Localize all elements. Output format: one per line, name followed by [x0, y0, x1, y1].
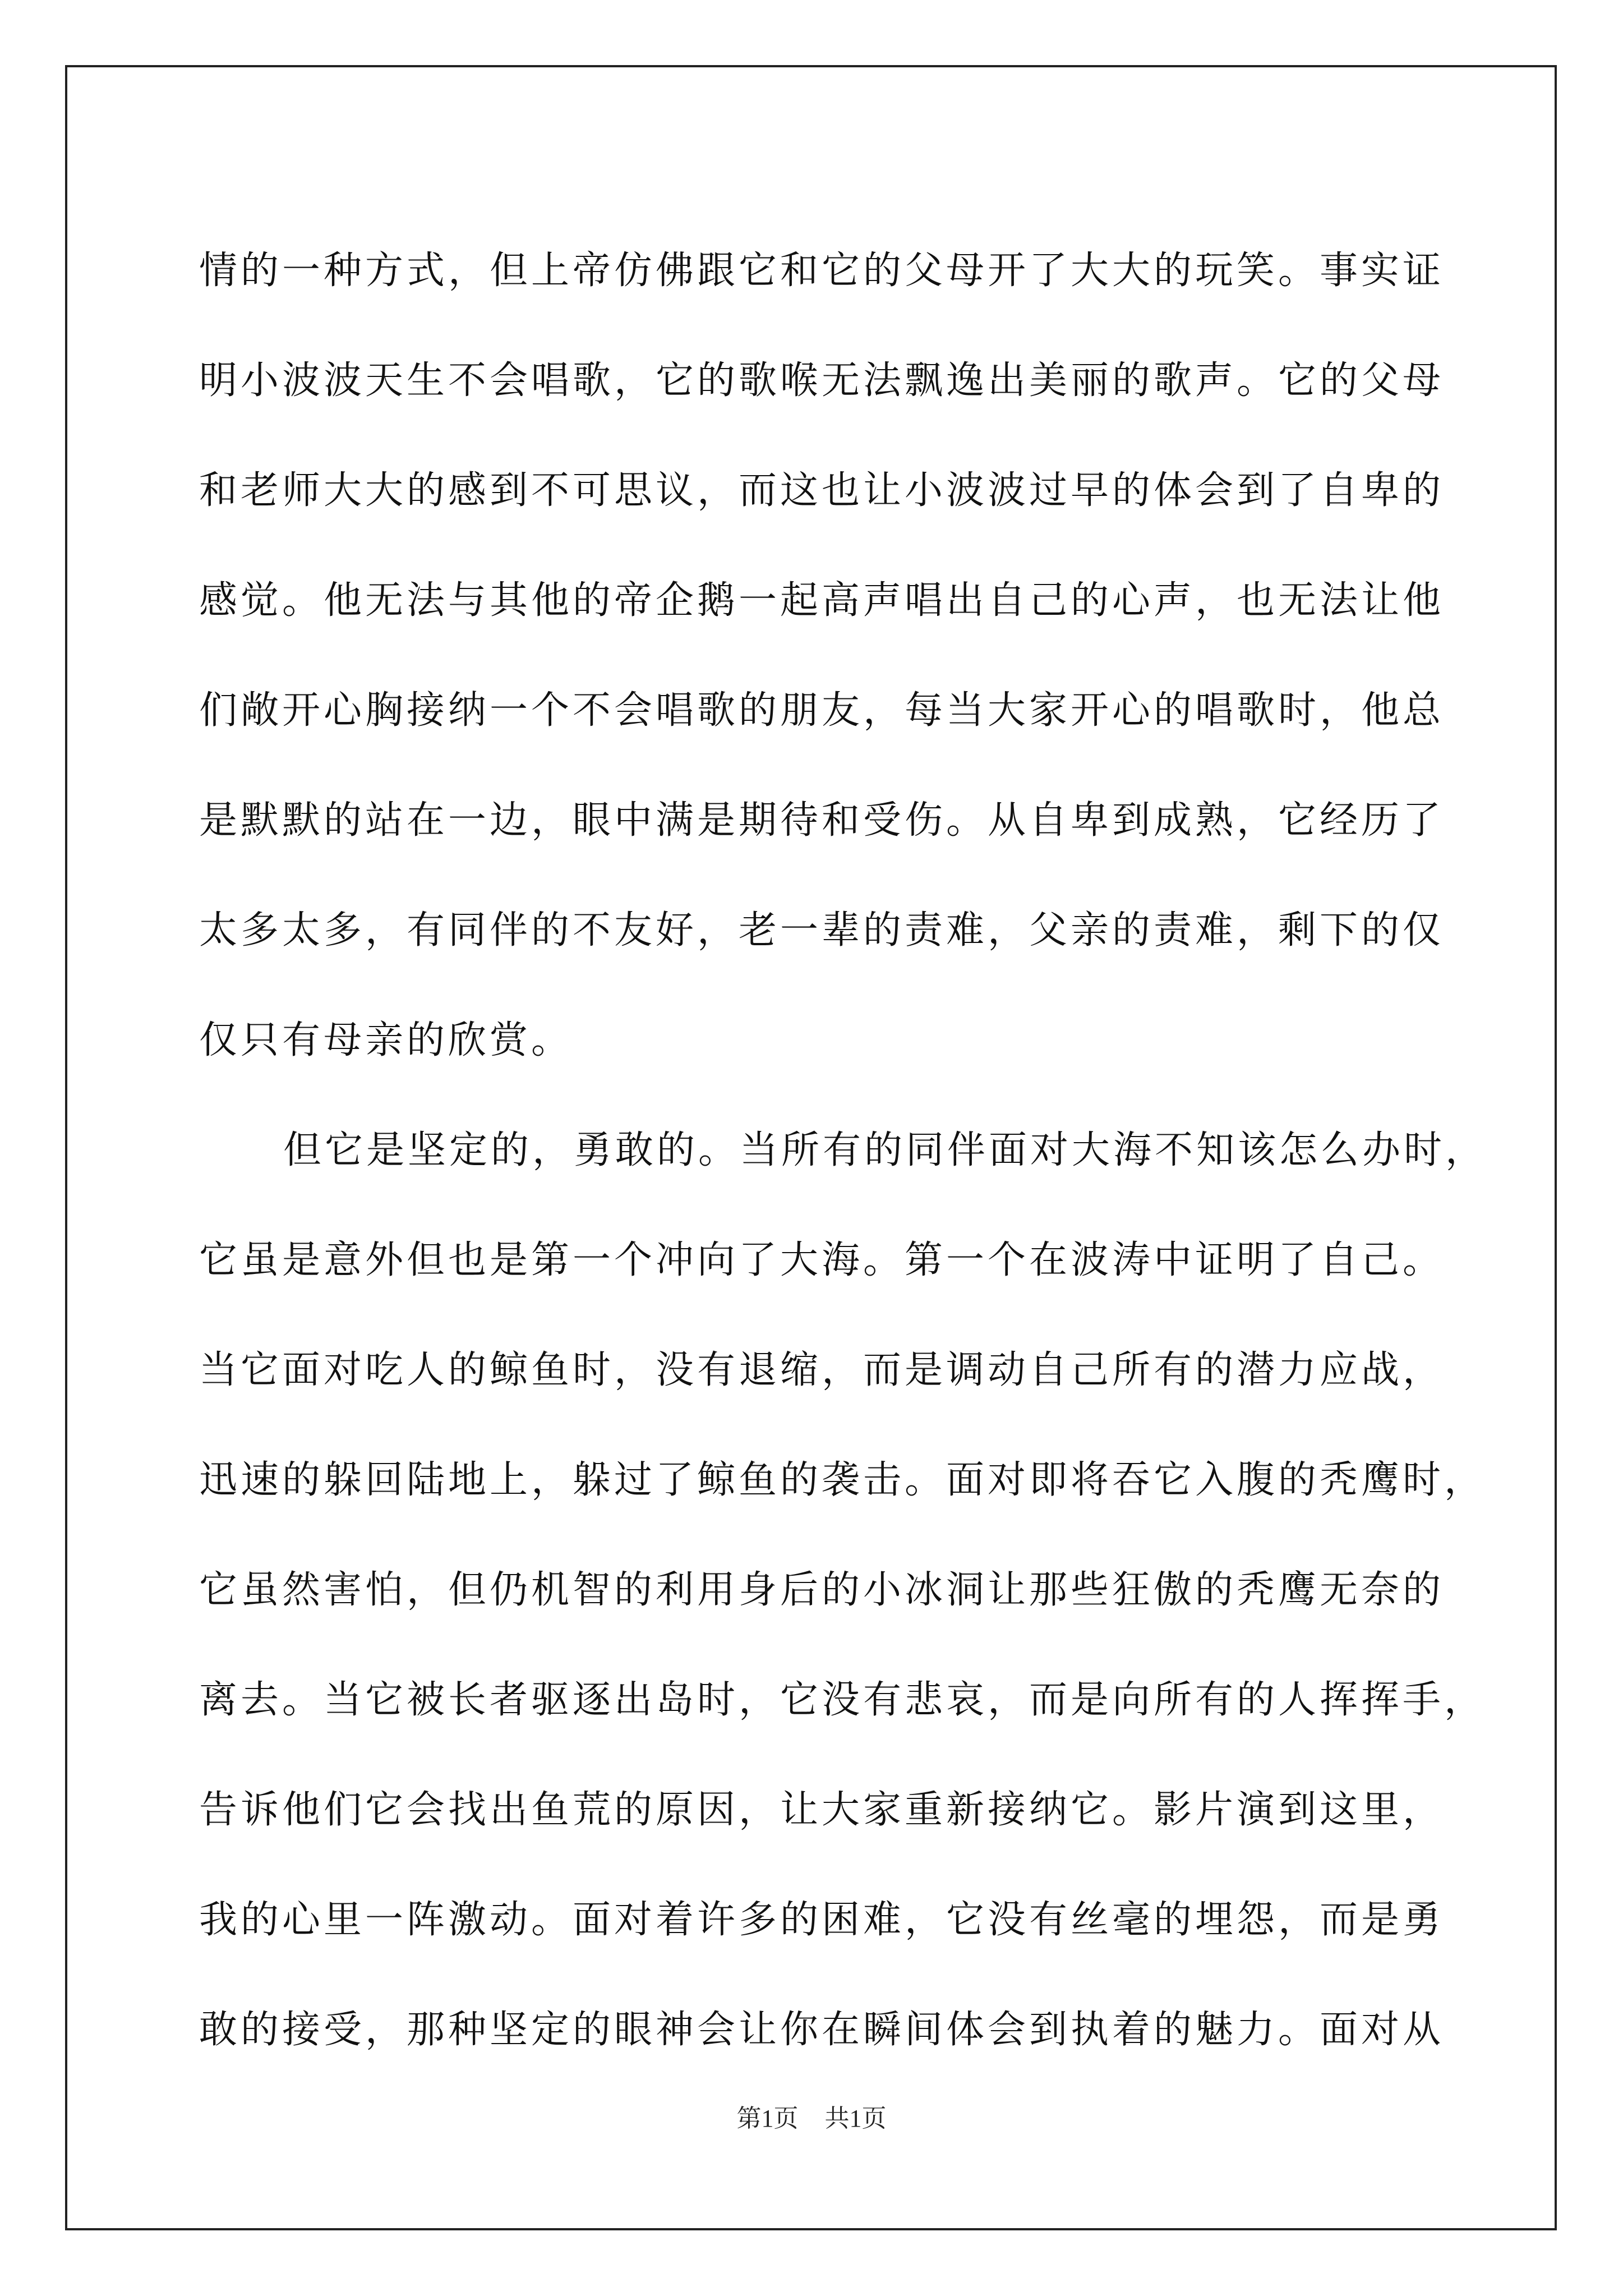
document-body	[199, 216, 1487, 2085]
text-line: 敢的接受，那种坚定的眼神会让你在瞬间体会到执着的魅力。面对从	[199, 2008, 1445, 2052]
text-line: 们敞开心胸接纳一个不会唱歌的朋友，每当大家开心的唱歌时，他总	[199, 688, 1445, 733]
page-footer	[0, 2098, 1623, 2134]
text-line: 告诉他们它会找出鱼荒的原因，让大家重新接纳它。影片演到这里，	[199, 1788, 1445, 1832]
text-line: 我的心里一阵激动。面对着许多的困难，它没有丝毫的埋怨，而是勇	[199, 1898, 1445, 1942]
text-line: 明小波波天生不会唱歌，它的歌喉无法飘逸出美丽的歌声。它的父母	[199, 358, 1445, 403]
text-line: 它虽是意外但也是第一个冲向了大海。第一个在波涛中证明了自己。	[199, 1238, 1445, 1282]
text-line: 是默默的站在一边，眼中满是期待和受伤。从自卑到成熟，它经历了	[199, 798, 1445, 843]
text-line: 当它面对吃人的鲸鱼时，没有退缩，而是调动自己所有的潜力应战，	[199, 1348, 1445, 1392]
text-line: 仅只有母亲的欣赏。	[199, 1018, 573, 1062]
page-number-current: 第1页	[736, 2105, 799, 2132]
text-line: 迅速的躲回陆地上，躲过了鲸鱼的袭击。面对即将吞它入腹的秃鹰时，	[199, 1458, 1486, 1502]
text-line: 它虽然害怕，但仍机智的利用身后的小冰洞让那些狂傲的秃鹰无奈的	[199, 1568, 1445, 1612]
page-number-total: 共1页	[824, 2105, 887, 2132]
text-line: 和老师大大的感到不可思议，而这也让小波波过早的体会到了自卑的	[199, 468, 1445, 513]
text-line: 太多太多，有同伴的不友好，老一辈的责难，父亲的责难，剩下的仅	[199, 908, 1445, 953]
paragraph-start-line: 但它是坚定的，勇敢的。当所有的同伴面对大海不知该怎么办时，	[283, 1128, 1487, 1172]
text-line: 感觉。他无法与其他的帝企鹅一起高声唱出自己的心声，也无法让他	[199, 578, 1445, 623]
text-line: 离去。当它被长者驱逐出岛时，它没有悲哀，而是向所有的人挥挥手，	[199, 1678, 1486, 1722]
text-line: 情的一种方式，但上帝仿佛跟它和它的父母开了大大的玩笑。事实证	[199, 249, 1445, 293]
